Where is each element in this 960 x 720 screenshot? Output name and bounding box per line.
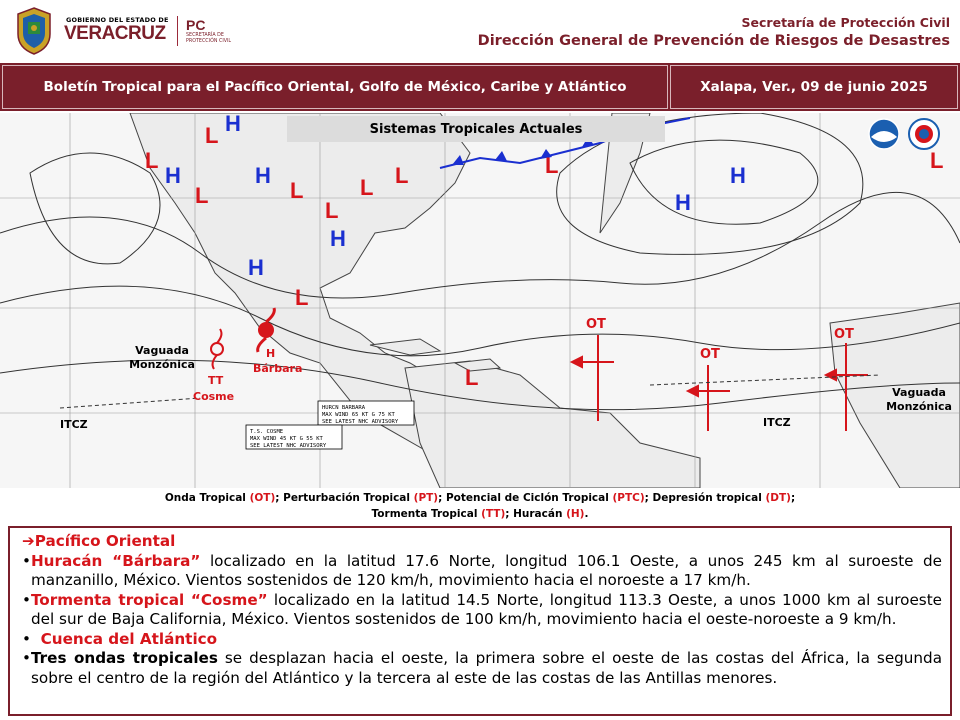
title-banner xyxy=(0,63,960,111)
ot-label-1: OT xyxy=(586,317,606,332)
surface-analysis-map xyxy=(0,113,960,488)
cosme-paragraph: •Tormenta tropical “Cosme” localizado en la latitud 14.5 Norte, longitud 113.3 Oeste, a unos 1000 km al suroeste del sur de Baja California, México. Vientos sostenidos de 100 km/h, movimiento hacia el oeste-noroeste a 9 km/h. xyxy=(22,590,942,628)
noaa-logo xyxy=(869,119,899,149)
svg-text:L: L xyxy=(325,198,339,223)
itcz-label-right: ITCZ xyxy=(763,416,791,429)
map-title: Sistemas Tropicales Actuales xyxy=(287,116,665,142)
svg-text:H: H xyxy=(330,226,346,251)
advisory-cosme-line-1: T.S. COSME xyxy=(250,429,284,435)
header xyxy=(0,0,960,62)
advisory-barbara-line-3: SEE LATEST NHC ADVISORY xyxy=(322,419,399,425)
legend-text-run: (OT) xyxy=(249,492,276,504)
arrow-icon: ➔ xyxy=(22,532,35,550)
pc-logo-subtext: SECRETARÍA DE PROTECCIÓN CIVIL xyxy=(186,33,232,44)
legend-text-run: ; Potencial de Ciclón Tropical xyxy=(438,492,613,504)
cosme-text: localizado en la latitud 14.5 Norte, longitud 113.3 Oeste, a unos 1000 km al suroeste del sur de Baja California, México. Vientos sostenidos de 100 km/h, movimiento hacia el oeste-noroeste a 9 km/h. xyxy=(31,590,942,628)
svg-text:L: L xyxy=(205,123,219,148)
advisory-cosme-line-3: SEE LATEST NHC ADVISORY xyxy=(250,443,327,449)
svg-text:H: H xyxy=(165,163,181,188)
logo-separator xyxy=(177,16,178,46)
ot-label-2: OT xyxy=(700,347,720,362)
legend-text-run: ; Huracán xyxy=(505,508,567,520)
veracruz-shield-logo xyxy=(14,6,54,56)
tropical-waves xyxy=(572,335,868,431)
ot-label-3: OT xyxy=(834,327,854,342)
legend-text-run: . xyxy=(584,508,589,520)
barbara-label: Bárbara xyxy=(253,362,303,375)
svg-text:H: H xyxy=(225,113,241,136)
nws-logo xyxy=(909,119,939,149)
legend-text-run: (H) xyxy=(566,508,585,520)
advisory-barbara-line-2: MAX WIND 65 KT G 75 KT xyxy=(322,412,395,418)
ondas-text: se desplazan hacia el oeste, la primera sobre el oeste de las costas del África, la segunda sobre el centro de la región del Atlántico y la tercera al este de las costas de las Antillas menores. xyxy=(31,649,943,687)
tropical-storm-cosme-symbol xyxy=(211,329,223,369)
pacific-heading: Pacífico Oriental xyxy=(34,532,176,550)
legend-text-run: ; Perturbación Tropical xyxy=(275,492,414,504)
svg-text:H: H xyxy=(255,163,271,188)
legend-line-1 xyxy=(0,490,960,506)
legend-text-run: Onda Tropical xyxy=(164,492,250,504)
svg-text:L: L xyxy=(195,183,209,208)
legend-text-run: (PT) xyxy=(413,492,439,504)
svg-text:L: L xyxy=(295,285,309,310)
weather-map xyxy=(0,113,960,488)
ondas-name: Tres ondas tropicales xyxy=(30,649,218,667)
svg-text:L: L xyxy=(930,148,944,173)
advisory-barbara-line-1: HURCN BARBARA xyxy=(322,405,366,411)
legend-text-run: (PTC) xyxy=(612,492,645,504)
barbara-text: localizado en la latitud 17.6 Norte, longitud 106.1 Oeste, a unos 245 km al suroeste de manzanillo, México. Vientos sostenidos de 120 km/h, movimiento hacia el noroeste a 17 km/h. xyxy=(31,551,943,589)
svg-text:L: L xyxy=(360,175,374,200)
svg-text:L: L xyxy=(465,365,479,390)
direccion-title: Dirección General de Prevención de Riesgos de Desastres xyxy=(477,33,950,49)
legend-text-run: (DT) xyxy=(765,492,791,504)
pacific-heading-row xyxy=(22,532,942,552)
gov-big-text: VERACRUZ xyxy=(64,23,166,44)
svg-text:L: L xyxy=(545,153,559,178)
cosme-name: Tormenta tropical “Cosme” xyxy=(30,590,268,609)
legend-text-run: ; Depresión tropical xyxy=(644,492,766,504)
svg-text:H: H xyxy=(730,163,746,188)
tt-label: TT xyxy=(208,374,224,387)
legend-text-run: Tormenta Tropical xyxy=(371,508,482,520)
svg-text:H: H xyxy=(675,190,691,215)
pc-logo-text: PC xyxy=(186,17,206,33)
svg-text:L: L xyxy=(290,178,304,203)
legend-line-2 xyxy=(0,506,960,522)
legend-text-run: ; xyxy=(790,492,796,504)
atlantic-heading-row: • Cuenca del Atlántico xyxy=(22,629,218,648)
ondas-paragraph: •Tres ondas tropicales se desplazan hacia el oeste, la primera sobre el oeste de las costas del África, la segunda sobre el centro de la región del Atlántico y la tercera al este de las costas de las Antillas menores. xyxy=(22,649,943,687)
bulletin-text-box xyxy=(8,526,952,716)
gov-small-text: GOBIERNO DEL ESTADO DE xyxy=(66,16,169,24)
barbara-name: Huracán “Bárbara” xyxy=(30,551,201,570)
secretaria-title: Secretaría de Protección Civil xyxy=(741,15,950,30)
svg-text:L: L xyxy=(145,148,159,173)
legend xyxy=(0,490,960,522)
svg-text:H: H xyxy=(248,255,264,280)
barbara-paragraph: •Huracán “Bárbara” localizado en la latitud 17.6 Norte, longitud 106.1 Oeste, a unos 245 km al suroeste de manzanillo, México. Vientos sostenidos de 120 km/h, movimiento hacia el noroeste a 17 km/h. xyxy=(22,551,943,589)
advisory-cosme-line-2: MAX WIND 45 KT G 55 KT xyxy=(250,436,323,442)
cosme-label: Cosme xyxy=(193,390,235,403)
itcz-label-left: ITCZ xyxy=(60,418,88,431)
svg-text:L: L xyxy=(395,163,409,188)
advisory-boxes xyxy=(246,401,414,449)
place-date: Xalapa, Ver., 09 de junio 2025 xyxy=(670,65,958,109)
vaguada-label-left: Vaguada Monzónica xyxy=(129,344,195,371)
atlantic-heading: Cuenca del Atlántico xyxy=(40,629,218,648)
legend-text-run: (TT) xyxy=(481,508,506,520)
bulletin-title: Boletín Tropical para el Pacífico Oriental, Golfo de México, Caribe y Atlántico xyxy=(2,65,668,109)
vaguada-label-right: Vaguada Monzónica xyxy=(886,386,952,413)
hurricane-h-label: H xyxy=(266,347,276,360)
